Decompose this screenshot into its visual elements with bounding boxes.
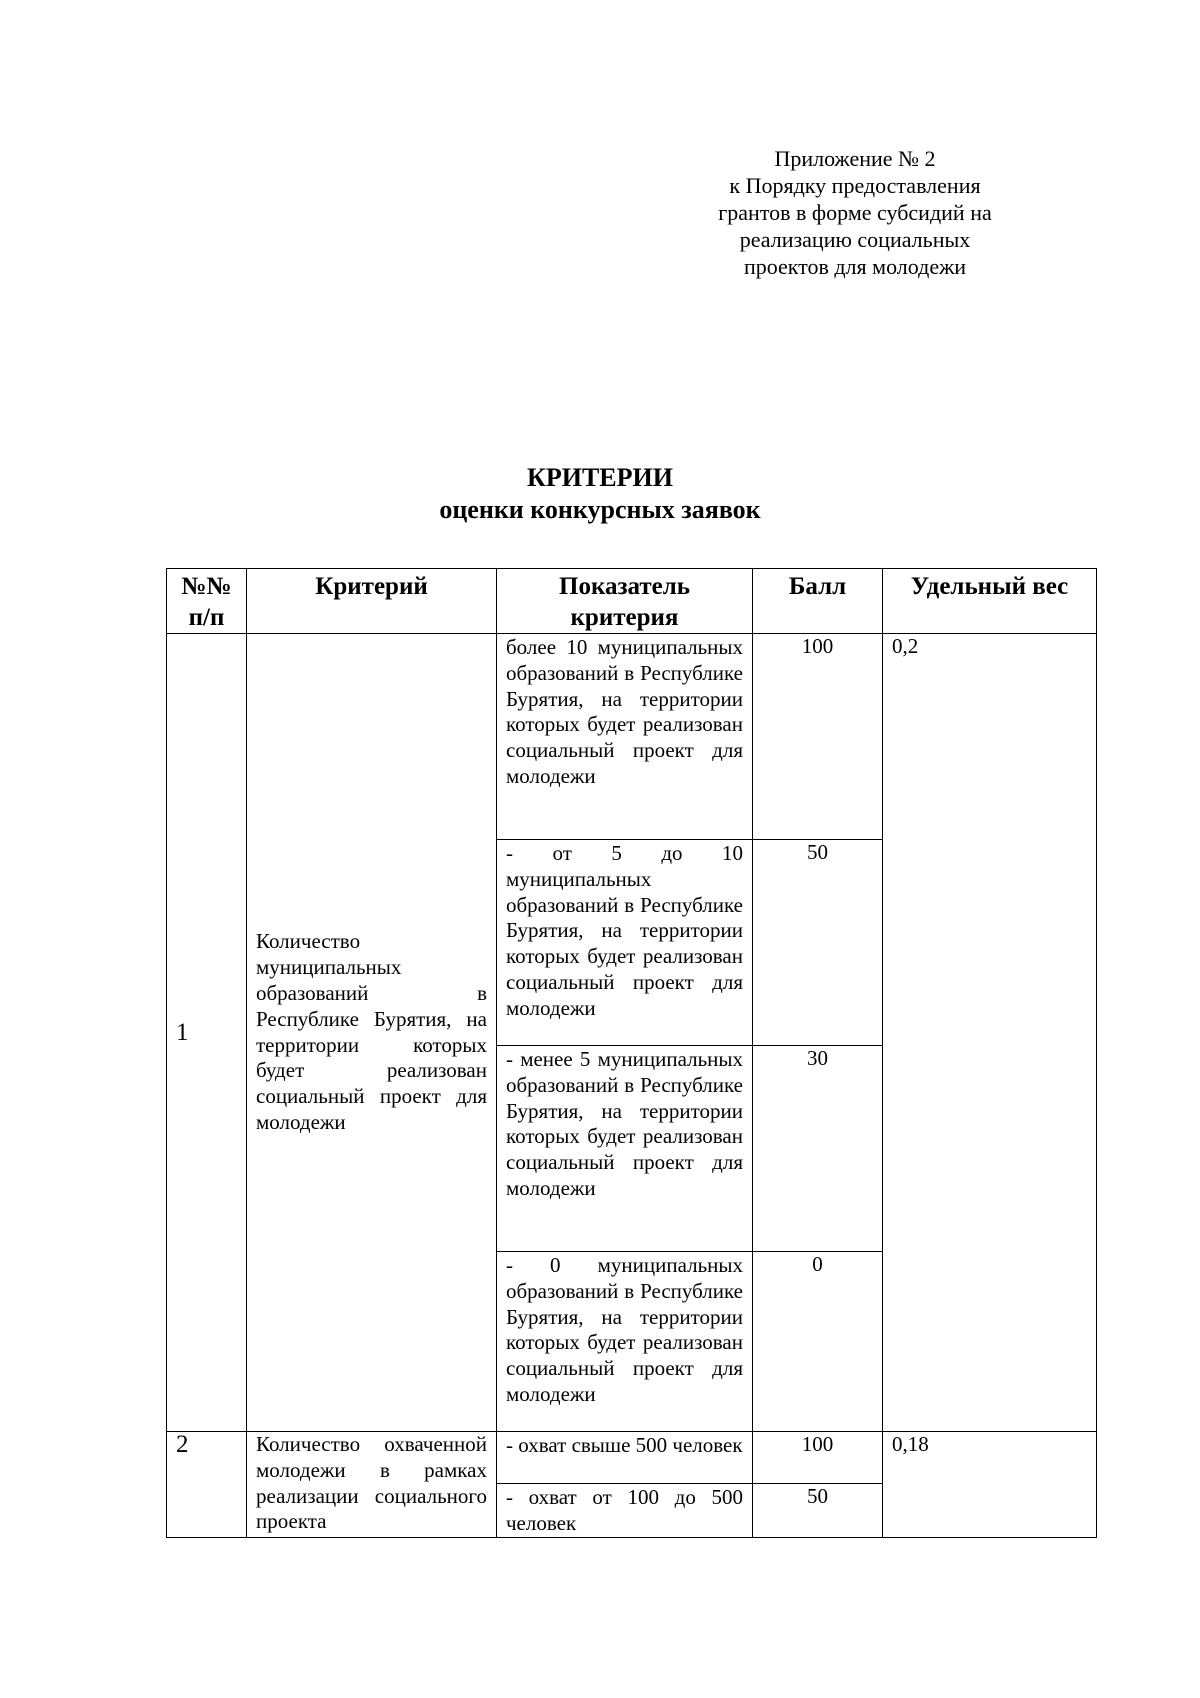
indicator-cell: - менее 5 муниципальных образований в Республике Бурятия, на территории которых будет реализован социальный проект для молодежи: [497, 1046, 753, 1252]
header-score: Балл: [753, 569, 883, 634]
indicator-cell: - охват свыше 500 человек: [497, 1432, 753, 1484]
indicator-cell: - от 5 до 10 муниципальных образований в Республике Бурятия, на территории которых будет реализован социальный проект для молодежи: [497, 840, 753, 1046]
row-number: 2: [167, 1432, 247, 1538]
document-title: [0, 462, 1200, 526]
score-cell: 50: [753, 840, 883, 1046]
weight-cell: 0,18: [883, 1432, 1097, 1538]
weight-cell: 0,2: [883, 634, 1097, 1432]
appendix-line: реализацию социальных: [739, 227, 971, 252]
table-row: [167, 634, 1097, 840]
appendix-line: Приложение № 2: [774, 146, 936, 171]
score-cell: 30: [753, 1046, 883, 1252]
indicator-cell: более 10 муниципальных образований в Республике Бурятия, на территории которых будет реализован социальный проект для молодежи: [497, 634, 753, 840]
row-number: 1: [167, 634, 247, 1432]
score-cell: 0: [753, 1252, 883, 1432]
score-cell: 50: [753, 1484, 883, 1538]
title-main: КРИТЕРИИ: [527, 463, 673, 492]
title-sub: оценки конкурсных заявок: [439, 495, 761, 524]
appendix-line: к Порядку предоставления: [729, 173, 981, 198]
criteria-table: [166, 568, 1097, 1538]
score-cell: 100: [753, 634, 883, 840]
header-criterion: Критерий: [247, 569, 497, 634]
appendix-line: грантов в форме субсидий на: [718, 200, 992, 225]
appendix-line: проектов для молодежи: [743, 254, 967, 279]
criterion-cell: Количество охваченной молодежи в рамках реализации социального проекта: [247, 1432, 497, 1538]
header-indicator: Показатель критерия: [497, 569, 753, 634]
score-cell: 100: [753, 1432, 883, 1484]
table-row: [167, 1432, 1097, 1484]
indicator-cell: - 0 муниципальных образований в Республике Бурятия, на территории которых будет реализован социальный проект для молодежи: [497, 1252, 753, 1432]
header-weight: Удельный вес: [883, 569, 1097, 634]
criterion-cell: Количество муниципальных образований в Республике Бурятия, на территории которых будет реализован социальный проект для молодежи: [247, 634, 497, 1432]
indicator-cell: - охват от 100 до 500 человек: [497, 1484, 753, 1538]
table-header-row: [167, 569, 1097, 634]
header-num: №№ п/п: [167, 569, 247, 634]
appendix-note: [690, 145, 1020, 280]
